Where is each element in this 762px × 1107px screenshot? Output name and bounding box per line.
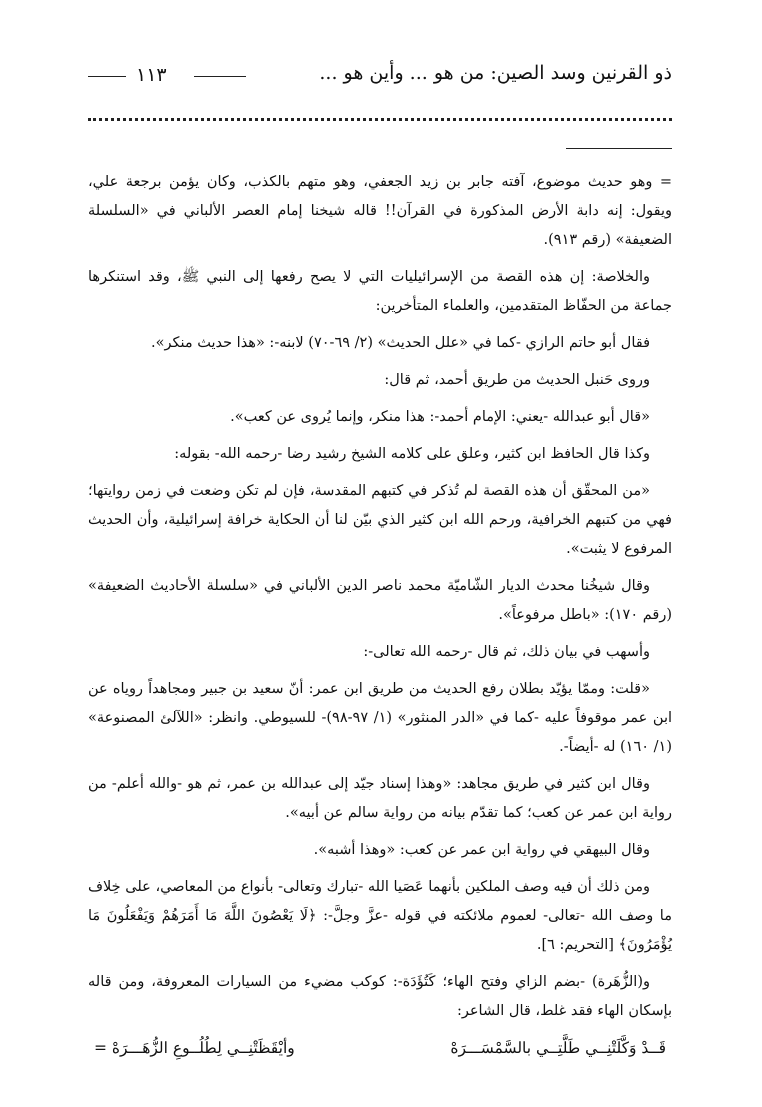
paragraph-ahmad-quote: «قال أبو عبدالله -يعني: الإمام أحمد-: هذا منكر، وإنما يُروى عن كعب». (230, 409, 650, 425)
poem-verse (88, 1034, 672, 1063)
page-body (88, 168, 672, 1063)
paragraph-ibn-kathir: وكذا قال الحافظ ابن كثير، وعلق على كلامه الشيخ رشيد رضا -رحمه الله- بقوله: (174, 446, 650, 462)
page-number: ١١٣ (128, 64, 175, 86)
page-header (88, 62, 672, 100)
paragraph-hanbal: وروى حَنبل الحديث من طريق أحمد، ثم قال: (384, 372, 650, 388)
poem-hemistich-second: وأيْقَظَتْنِــي لِطُلُــوعِ الزُّهَـــرَهْ = (94, 1039, 295, 1057)
paragraph-albani-quote: «قلت: وممّا يؤيّد بطلان رفع الحديث من طريق ابن عمر: أنّ سعيد بن جبير ومجاهداً روياه عن ابن عمر موقوفاً عليه -كما في «الدر المنثور» (١/ ٩٧-٩٨)- للسيوطي. وانظر: «اللآلئ المصنوعة» (١/ ١٦٠) له -أيضاً-. (88, 681, 673, 755)
paragraph-albani: وقال شيخُنا محدث الديار الشّاميّة محمد ناصر الدين الألباني في «سلسلة الأحاديث الضعيفة» (رقم ١٧٠): «باطل مرفوعاً». (88, 578, 672, 623)
poem-hemistich-first: قَــدْ وَكَّلَتْنِــي طَلَّتِــي بالسَّمْسَـــرَهْ (450, 1039, 666, 1057)
header-rule-left (88, 76, 126, 77)
paragraph-abu-hatim: فقال أبو حاتم الرازي -كما في «علل الحديث» (٢/ ٦٩-٧٠) لابنه-: «هذا حديث منكر». (150, 335, 650, 351)
paragraph-angels: ومن ذلك أن فيه وصف الملكين بأنهما عَصَيا الله -تبارك وتعالى- بأنواع من المعاصي، على خِلاف ما وصف الله -تعالى- لعموم ملائكته في قوله -عزَّ وجلَّ-: ﴿لَا يَعْصُونَ اللَّهَ مَا أَمَرَهُمْ وَيَفْعَلُونَ مَا يُؤْمَرُونَ﴾ [التحريم: ٦]. (88, 879, 672, 953)
footnote-dotted-separator (88, 118, 672, 121)
paragraph-conclusion: والخلاصة: إن هذه القصة من الإسرائيليات التي لا يصح رفعها إلى النبي ﷺ، وقد استنكرها جماعة من الحفّاظ المتقدمين، والعلماء المتأخرين: (88, 269, 672, 314)
paragraph-zuhara: و(الزُّهَرة) -بضم الزاي وفتح الهاء؛ كَتُؤَدَة-: كوكب مضيء من السيارات المعروفة، ومن قاله بإسكان الهاء فقد غلط، قال الشاعر: (88, 974, 672, 1019)
footnote-solid-separator (566, 148, 672, 149)
header-rule-mid (194, 76, 246, 77)
paragraph-footnote-continuation: = وهو حديث موضوع، آفته جابر بن زيد الجعفي، وهو متهم بالكذب، وكان يؤمن برجعة علي، ويقول: إنه دابة الأرض المذكورة في القرآن!! قاله شيخنا إمام العصر الألباني في «السلسلة الضعيفة» (رقم ٩١٣). (88, 174, 672, 248)
paragraph-mujahid: وقال ابن كثير في طريق مجاهد: «وهذا إسناد جيّد إلى عبدالله بن عمر، ثم هو -والله أعلم- من رواية ابن عمر عن كعب؛ كما تقدّم بيانه من رواية سالم عن أبيه». (88, 776, 672, 821)
running-title: ذو القرنين وسد الصين: من هو ... وأين هو ... (319, 62, 672, 84)
paragraph-bayhaqi: وقال البيهقي في رواية ابن عمر عن كعب: «وهذا أشبه». (313, 842, 650, 858)
paragraph-elaboration: وأسهب في بيان ذلك، ثم قال -رحمه الله تعالى-: (363, 644, 650, 660)
paragraph-rashid-rida-quote: «من المحقّق أن هذه القصة لم تُذكر في كتبهم المقدسة، فإن لم تكن وضعت في زمن روايتها؛ فهي من كتبهم الخرافية، ورحم الله ابن كثير الذي بيّن لنا أن الحكاية خرافة إسرائيلية، وأن الحديث المرفوع لا يثبت». (88, 483, 672, 557)
